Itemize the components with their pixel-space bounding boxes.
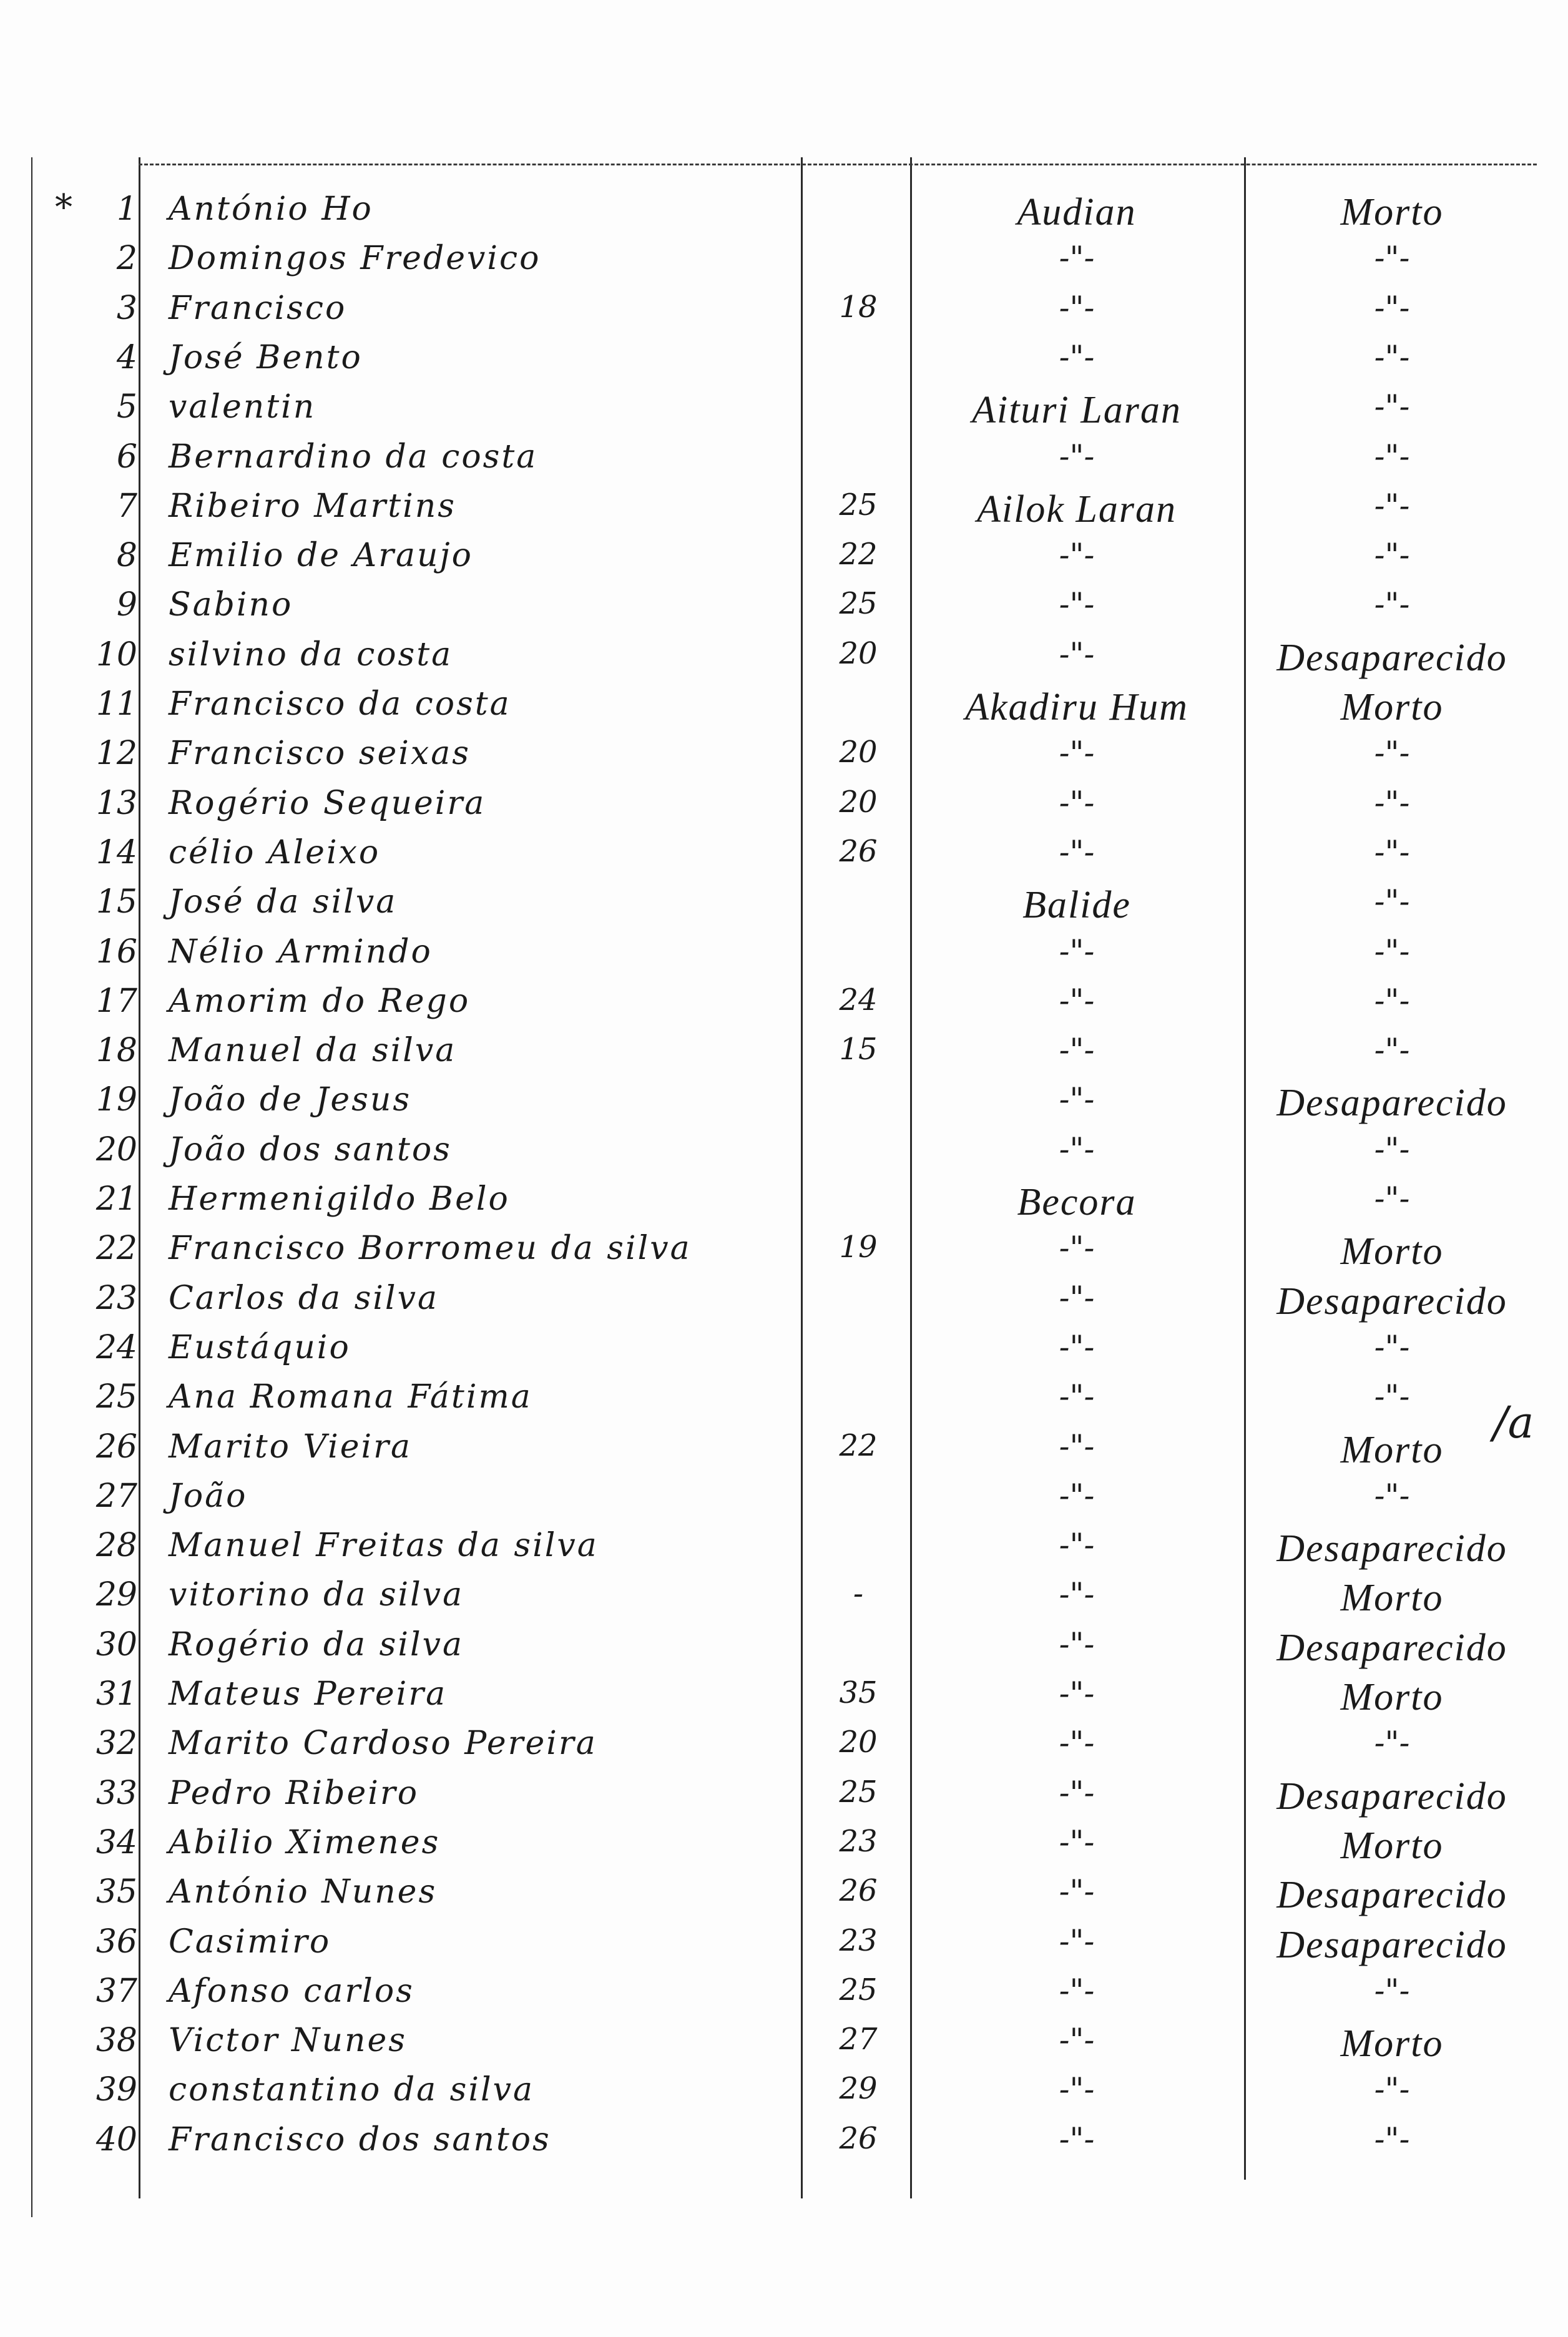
status: -"- (1374, 438, 1410, 474)
status: Morto (1340, 2022, 1444, 2065)
row-number: 12 (96, 735, 137, 772)
row-number: 40 (96, 2121, 137, 2158)
status: -"- (1374, 2121, 1410, 2157)
table-row (0, 487, 1568, 535)
row-number: 25 (96, 1378, 137, 1416)
table-row (0, 834, 1568, 881)
table-row (0, 883, 1568, 931)
location: -"- (1059, 1280, 1095, 1316)
table-row (0, 1280, 1568, 1327)
person-name: Bernardino da costa (169, 438, 538, 476)
table-row (0, 1873, 1568, 1921)
row-number: 36 (96, 1923, 137, 1961)
table-row (0, 1923, 1568, 1971)
table-row (0, 290, 1568, 337)
status: Morto (1340, 1676, 1444, 1718)
table-row (0, 1972, 1568, 2020)
row-number: 27 (96, 1477, 137, 1515)
person-name: António Nunes (169, 1873, 438, 1911)
person-age: 27 (839, 2022, 878, 2057)
row-number: 26 (96, 1428, 137, 1466)
location: -"- (1059, 1626, 1095, 1662)
person-age: 15 (839, 1032, 878, 1067)
person-name: Manuel Freitas da silva (169, 1527, 599, 1564)
person-name: célio Aleixo (169, 834, 381, 871)
person-name: Eustáquio (169, 1329, 351, 1366)
location: -"- (1059, 1230, 1095, 1266)
table-row (0, 438, 1568, 486)
person-name: silvino da costa (169, 636, 453, 674)
location: -"- (1059, 1428, 1095, 1464)
row-number: 15 (96, 883, 137, 921)
status: -"- (1374, 1329, 1410, 1365)
location: -"- (1059, 586, 1095, 622)
status: -"- (1374, 388, 1410, 424)
location: -"- (1059, 1775, 1095, 1811)
person-name: Domingos Fredevico (169, 240, 541, 277)
status: -"- (1374, 933, 1410, 969)
person-name: Francisco seixas (169, 735, 471, 772)
person-name: Francisco dos santos (169, 2121, 551, 2158)
person-age: 19 (839, 1230, 878, 1265)
location: -"- (1059, 1081, 1095, 1117)
location: -"- (1059, 1527, 1095, 1563)
table-row (0, 1428, 1568, 1476)
person-name: Ribeiro Martins (169, 487, 456, 525)
person-name: António Ho (169, 190, 373, 228)
table-row (0, 388, 1568, 436)
location: -"- (1059, 1131, 1095, 1167)
person-name: Marito Vieira (169, 1428, 412, 1466)
row-number: 21 (96, 1180, 137, 1218)
person-name: Sabino (169, 586, 293, 624)
person-name: Nélio Armindo (169, 933, 433, 971)
location: -"- (1059, 438, 1095, 474)
location: -"- (1059, 1972, 1095, 2009)
row-number: 10 (96, 636, 137, 674)
table-row (0, 1477, 1568, 1525)
row-number: 18 (96, 1032, 137, 1069)
status: Desaparecido (1276, 1082, 1507, 1124)
location: Balide (1022, 884, 1131, 926)
table-row (0, 1675, 1568, 1723)
location: -"- (1059, 982, 1095, 1019)
location: -"- (1059, 2022, 1095, 2058)
location: Aituri Laran (972, 389, 1182, 431)
location: -"- (1059, 834, 1095, 870)
person-name: Hermenigildo Belo (169, 1180, 510, 1218)
row-number: 11 (96, 685, 137, 723)
table-row (0, 735, 1568, 782)
table-row (0, 339, 1568, 386)
table-row (0, 1378, 1568, 1426)
row-number: 28 (96, 1527, 137, 1564)
table-row (0, 1180, 1568, 1228)
person-age: 24 (839, 982, 878, 1017)
person-name: Afonso carlos (169, 1972, 414, 2010)
row-number: 17 (96, 982, 137, 1020)
status: Desaparecido (1276, 1527, 1507, 1570)
row-number: 16 (96, 933, 137, 971)
status: -"- (1374, 537, 1410, 573)
status: Morto (1340, 1429, 1444, 1471)
person-age: 22 (839, 537, 878, 572)
row-number: 34 (96, 1824, 137, 1861)
location: Ailok Laran (977, 488, 1177, 531)
table-row (0, 1626, 1568, 1673)
status: -"- (1374, 1180, 1410, 1217)
status: Morto (1340, 191, 1444, 233)
person-name: João (169, 1477, 248, 1515)
row-number: 8 (116, 537, 137, 574)
row-number: 22 (96, 1230, 137, 1267)
table-row (0, 537, 1568, 584)
row-number: 24 (96, 1329, 137, 1366)
table-row (0, 2022, 1568, 2069)
person-name: Ana Romana Fátima (169, 1378, 532, 1416)
status: -"- (1374, 1725, 1410, 1761)
table-row (0, 586, 1568, 634)
status: Desaparecido (1276, 1627, 1507, 1669)
location: -"- (1059, 1725, 1095, 1761)
row-number: 39 (96, 2071, 137, 2109)
row-number: 4 (116, 339, 137, 376)
row-number: 1 (116, 190, 137, 228)
status: -"- (1374, 1477, 1410, 1514)
person-name: Marito Cardoso Pereira (169, 1725, 597, 1762)
status: Desaparecido (1276, 1874, 1507, 1916)
person-name: Francisco Borromeu da silva (169, 1230, 692, 1267)
table-row (0, 1527, 1568, 1574)
row-number: 3 (116, 290, 137, 327)
status: -"- (1374, 785, 1410, 821)
table-row (0, 636, 1568, 683)
table-row (0, 1329, 1568, 1376)
table-row (0, 933, 1568, 981)
table-row (0, 785, 1568, 832)
table-row (0, 982, 1568, 1030)
status: Morto (1340, 1230, 1444, 1273)
location: -"- (1059, 1576, 1095, 1612)
status: -"- (1374, 339, 1410, 375)
status: -"- (1374, 487, 1410, 524)
table-row (0, 1576, 1568, 1624)
person-name: vitorino da silva (169, 1576, 464, 1614)
status: -"- (1374, 1972, 1410, 2009)
person-name: Francisco da costa (169, 685, 511, 723)
status: -"- (1374, 1378, 1410, 1414)
person-age: 25 (839, 1972, 878, 2007)
person-name: João de Jesus (169, 1081, 412, 1119)
person-name: Rogério Sequeira (169, 785, 486, 822)
status: -"- (1374, 586, 1410, 622)
person-age: 20 (839, 785, 878, 820)
person-age: 35 (839, 1675, 878, 1710)
person-name: Francisco (169, 290, 347, 327)
person-age: 20 (839, 735, 878, 770)
location: -"- (1059, 537, 1095, 573)
location: Becora (1017, 1181, 1137, 1223)
person-name: Mateus Pereira (169, 1675, 448, 1713)
person-age: 20 (839, 1725, 878, 1760)
status: -"- (1374, 735, 1410, 771)
status: Desaparecido (1276, 1924, 1507, 1966)
location: -"- (1059, 785, 1095, 821)
status: Morto (1340, 1577, 1444, 1619)
row-number: 13 (96, 785, 137, 822)
person-age: 26 (839, 834, 878, 869)
row-number: 38 (96, 2022, 137, 2059)
table-row (0, 1230, 1568, 1277)
location: Audian (1017, 191, 1137, 233)
row-number: 6 (116, 438, 137, 476)
location: -"- (1059, 290, 1095, 326)
person-name: José da silva (169, 883, 398, 921)
location: -"- (1059, 2121, 1095, 2157)
person-name: Emilio de Araujo (169, 537, 473, 574)
status: -"- (1374, 834, 1410, 870)
person-name: Rogério da silva (169, 1626, 464, 1663)
status: Desaparecido (1276, 637, 1507, 679)
person-age: 26 (839, 1873, 878, 1908)
table-row (0, 1032, 1568, 1079)
person-name: Casimiro (169, 1923, 331, 1961)
person-age: 25 (839, 1775, 878, 1810)
person-name: Manuel da silva (169, 1032, 457, 1069)
person-name: constantino da silva (169, 2071, 534, 2109)
status: -"- (1374, 1131, 1410, 1167)
status: Desaparecido (1276, 1775, 1507, 1818)
person-name: Pedro Ribeiro (169, 1775, 419, 1812)
status: -"- (1374, 883, 1410, 919)
status: -"- (1374, 1032, 1410, 1068)
row-number: 30 (96, 1626, 137, 1663)
location: -"- (1059, 339, 1095, 375)
row-number: 7 (116, 487, 137, 525)
location: -"- (1059, 1329, 1095, 1365)
person-age: 23 (839, 1824, 878, 1859)
row-number: 2 (116, 240, 137, 277)
row-number: 35 (96, 1873, 137, 1911)
person-name: Abilio Ximenes (169, 1824, 441, 1861)
table-row (0, 2071, 1568, 2119)
location: -"- (1059, 1873, 1095, 1909)
status: -"- (1374, 982, 1410, 1019)
location: -"- (1059, 1675, 1095, 1712)
status: -"- (1374, 2071, 1410, 2107)
row-number: 37 (96, 1972, 137, 2010)
location: -"- (1059, 240, 1095, 276)
status: Morto (1340, 1825, 1444, 1867)
person-name: José Bento (169, 339, 363, 376)
table-row (0, 1131, 1568, 1178)
row-number: 32 (96, 1725, 137, 1762)
location: -"- (1059, 1923, 1095, 1959)
location: -"- (1059, 1477, 1095, 1514)
person-name: valentin (169, 388, 316, 426)
table-row (0, 1824, 1568, 1871)
location: -"- (1059, 933, 1095, 969)
person-age: 25 (839, 487, 878, 522)
person-name: João dos santos (169, 1131, 452, 1168)
person-age: 23 (839, 1923, 878, 1958)
status: -"- (1374, 240, 1410, 276)
person-age: 20 (839, 636, 878, 671)
table-row (0, 2121, 1568, 2168)
star-mark: * (55, 187, 72, 228)
row-number: 23 (96, 1280, 137, 1317)
location: -"- (1059, 1032, 1095, 1068)
location: -"- (1059, 636, 1095, 672)
header-rule (139, 164, 1537, 165)
person-age: 22 (839, 1428, 878, 1463)
table-row (0, 1725, 1568, 1772)
location: -"- (1059, 1824, 1095, 1860)
person-name: Carlos da silva (169, 1280, 439, 1317)
table-row (0, 685, 1568, 733)
margin-note: /a (1493, 1397, 1534, 1448)
table-row (0, 240, 1568, 287)
status: -"- (1374, 290, 1410, 326)
person-name: Victor Nunes (169, 2022, 407, 2059)
row-number: 20 (96, 1131, 137, 1168)
location: Akadiru Hum (965, 686, 1188, 728)
row-number: 9 (116, 586, 137, 624)
row-number: 14 (96, 834, 137, 871)
person-age: 25 (839, 586, 878, 621)
row-number: 19 (96, 1081, 137, 1119)
table-row (0, 1081, 1568, 1129)
row-number: 33 (96, 1775, 137, 1812)
row-number: 5 (116, 388, 137, 426)
row-number: 29 (96, 1576, 137, 1614)
row-number: 31 (96, 1675, 137, 1713)
person-age: 26 (839, 2121, 878, 2156)
person-age: 18 (839, 290, 878, 325)
status: Desaparecido (1276, 1280, 1507, 1323)
location: -"- (1059, 1378, 1095, 1414)
status: Morto (1340, 686, 1444, 728)
table-row (0, 190, 1568, 238)
table-row (0, 1775, 1568, 1822)
location: -"- (1059, 2071, 1095, 2107)
person-age: 29 (839, 2071, 878, 2106)
person-name: Amorim do Rego (169, 982, 471, 1020)
location: -"- (1059, 735, 1095, 771)
person-age: - (853, 1576, 864, 1611)
